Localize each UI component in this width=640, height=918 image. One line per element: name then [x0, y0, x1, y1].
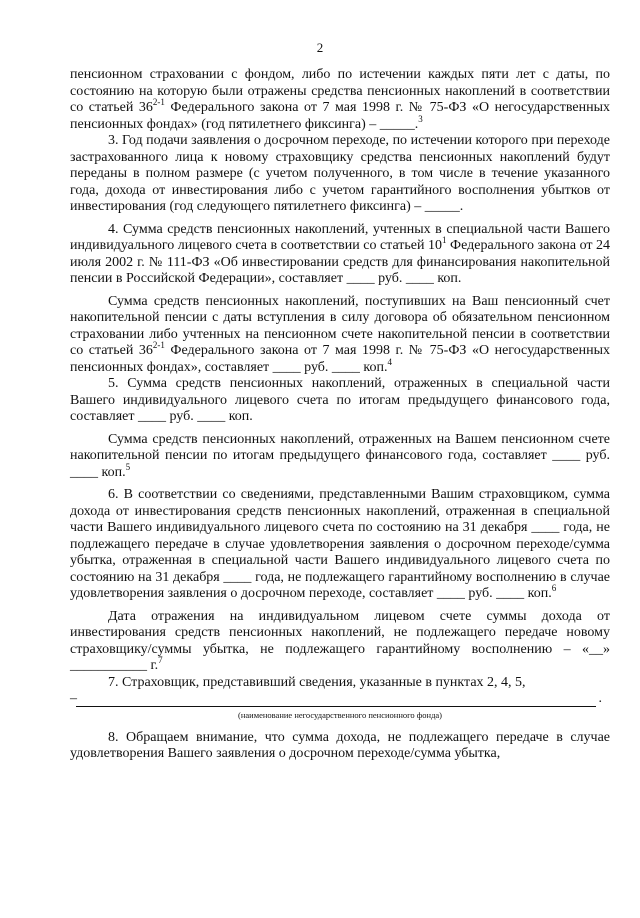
paragraph-4-pension-account: Сумма средств пенсионных накоплений, поступивших на Ваш пенсионный счет накопительной пенсии с даты вступления в силу договора об обязательном пенсионном страховании либо учтенных на пенсионном счете накопительной пенсии в соответствии со статьей 36$^{2-1}$ Федерального закона от 7 мая 1998 г. № 75-ФЗ «О негосударственных пенсионных фондах», составляет ____ руб. ____ коп.$^4$ [70, 293, 610, 375]
paragraph-2-continuation: пенсионном страховании с фондом, либо по истечении каждых пяти лет с даты, по состоянию на которую были отражены средства пенсионных накоплений в соответствии со статьей 36$^{2-1}$ Федерального закона от 7 мая 1998 г. № 75-ФЗ «О негосударственных пенсионных фондах» (год пятилетнего фиксинга) – _____.$^3$ [70, 67, 610, 132]
paragraph-4: 4. Сумма средств пенсионных накоплений, учтенных в специальной части Вашего индивидуального лицевого счета в соответствии со статьей $10^1$ Федерального закона от 24 июля 2002 г. № 111-ФЗ «Об инвестировании средств для финансирования накопительной пенсии в Российской Федерации», составляет ____ руб. ____ коп. [70, 221, 611, 286]
footnote-ref: 6 [551, 583, 557, 593]
footnote-ref: 3 [418, 113, 423, 124]
line-end-dot: . [598, 691, 602, 706]
paragraph-5-pension-account: Сумма средств пенсионных накоплений, отраженных на Вашем пенсионном счете накопительной пенсии по итогам предыдущего финансового года, составляет ____ руб. ____ коп.$^5$ [70, 431, 610, 480]
page-number: 2 [316, 40, 324, 55]
fund-name-rule [76, 691, 596, 707]
fund-name-line [70, 691, 610, 708]
paragraph-7: 7. Страховщик, представивший сведения, указанные в пунктах 2, 4, 5, [108, 674, 526, 690]
paragraph-3: 3. Год подачи заявления о досрочном переходе, по истечении которого при переходе застрахованного лица к новому страховщику средства пенсионных накоплений будут переданы в полном размере (с учетом полученного, в том числе в течение указанного года, дохода от инвестирования либо с учетом гарантийного восполнения убытков от инвестирования (год следующего пятилетнего фиксинга) – _____. [70, 133, 610, 214]
fund-name-caption: (наименование негосударственного пенсионного фонда) [238, 709, 442, 720]
paragraph-6: 6. В соответствии со сведениями, представленными Вашим страховщиком, сумма дохода от инвестирования средств пенсионных накоплений, отраженная в специальной части Вашего индивидуального лицевого счета по состоянию на 31 декабря ____ года, не подлежащего передаче в случае удовлетворения заявления о досрочном переходе/сумма убытка, отраженная в специальной части Вашего индивидуального лицевого счета по состоянию на 31 декабря ____ года, не подлежащего гарантийному восполнению в случае удовлетворения заявления о досрочном переходе, составляет ____ руб. ____ коп.$^6$ [70, 487, 610, 601]
footnote-ref: 4 [387, 356, 392, 367]
footnote-ref: 5 [125, 461, 131, 472]
paragraph-5: 5. Сумма средств пенсионных накоплений, отраженных в специальной части Вашего индивидуального лицевого счета по итогам предыдущего финансового года, составляет ____ руб. ____ коп. [70, 376, 610, 424]
footnote-ref: 7 [158, 655, 163, 665]
line-dash: – [70, 691, 77, 706]
document-body [70, 67, 610, 763]
paragraph-8: 8. Обращаем внимание, что сумма дохода, не подлежащего передаче в случае удовлетворения Вашего заявления о досрочном переходе/сумма убытка, [70, 729, 610, 761]
paragraph-6-date: Дата отражения на индивидуальном лицевом счете суммы дохода от инвестирования средств пенсионных накоплений, не подлежащего передаче новому страховщику/суммы убытка, не подлежащего гарантийному восполнению – «__» ___________ г.$^7$ [70, 608, 610, 673]
